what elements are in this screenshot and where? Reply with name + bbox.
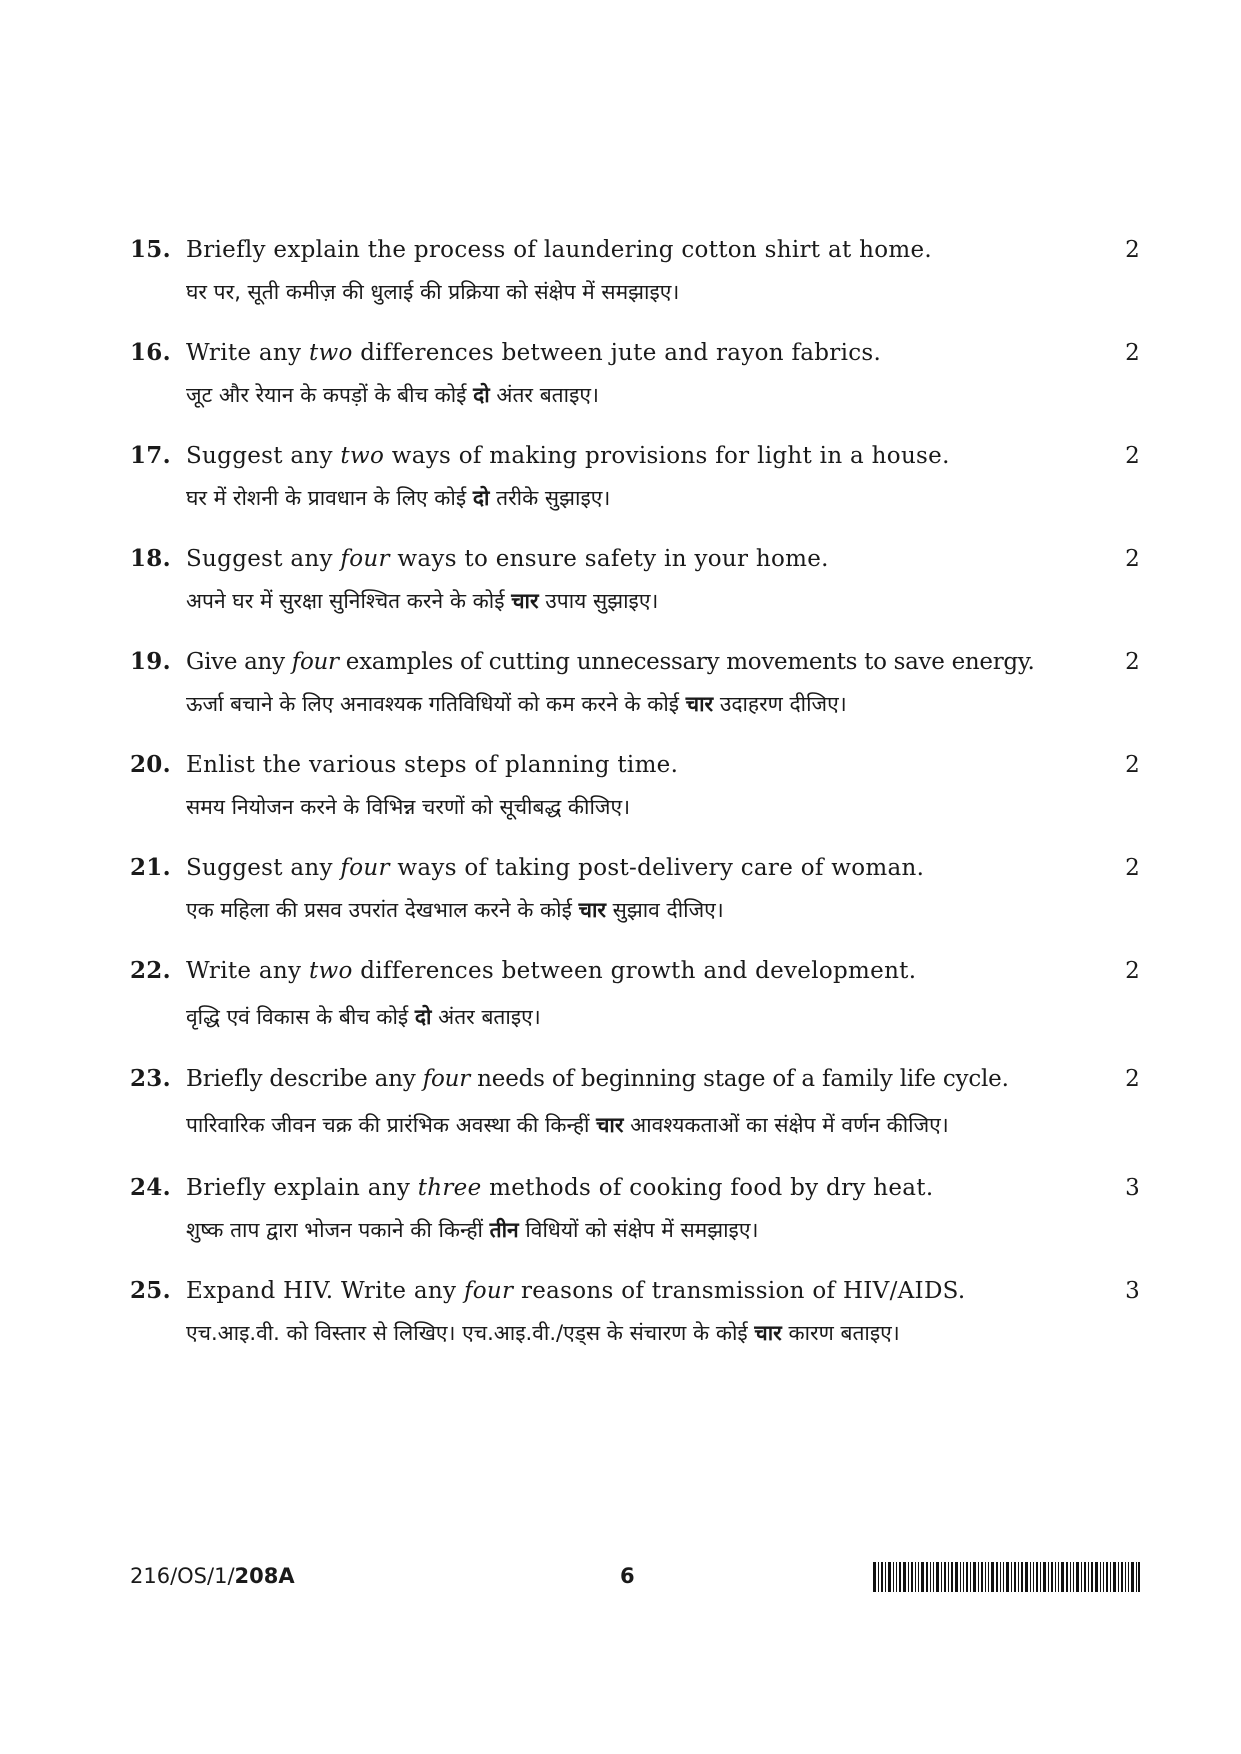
question-text-hindi: घर में रोशनी के प्रावधान के लिए कोई दो तरीके सुझाइए। [186, 486, 611, 510]
question-text-hindi: एच.आइ.वी. को विस्तार से लिखिए। एच.आइ.वी./एड्स के संचारण के कोई चार कारण बताइए। [186, 1321, 900, 1345]
question-number: 21. [130, 854, 171, 881]
question-text-english: Briefly describe any four needs of beginning stage of a family life cycle. [186, 1066, 1009, 1092]
question-marks: 2 [1125, 855, 1140, 881]
question-21 [130, 851, 1140, 922]
question-marks: 2 [1125, 546, 1140, 572]
question-23 [130, 1062, 1140, 1137]
question-number: 15. [130, 236, 171, 263]
question-text-english: Suggest any four ways to ensure safety in your home. [186, 546, 829, 572]
barcode-icon [873, 1562, 1140, 1592]
question-number: 18. [130, 545, 171, 572]
question-marks: 2 [1125, 649, 1140, 675]
question-text-english: Write any two differences between growth and development. [186, 958, 917, 984]
question-text-english: Expand HIV. Write any four reasons of transmission of HIV/AIDS. [186, 1278, 966, 1304]
question-25 [130, 1274, 1140, 1345]
question-marks: 2 [1125, 1066, 1140, 1092]
question-17 [130, 439, 1140, 510]
question-text-hindi: एक महिला की प्रसव उपरांत देखभाल करने के कोई चार सुझाव दीजिए। [186, 898, 724, 922]
page-footer [130, 1559, 1140, 1593]
question-text-english: Suggest any two ways of making provisions for light in a house. [186, 443, 950, 469]
question-20 [130, 748, 1140, 819]
question-text-english: Write any two differences between jute and rayon fabrics. [186, 340, 882, 366]
question-22 [130, 954, 1140, 1029]
question-text-hindi: वृद्धि एवं विकास के बीच कोई दो अंतर बताइए। [186, 1005, 541, 1029]
question-text-english: Briefly explain any three methods of cooking food by dry heat. [186, 1175, 934, 1201]
question-text-english: Briefly explain the process of laundering cotton shirt at home. [186, 237, 933, 263]
page-number: 6 [620, 1564, 635, 1588]
question-number: 17. [130, 442, 171, 469]
question-18 [130, 542, 1140, 613]
question-19 [130, 645, 1140, 716]
question-number: 25. [130, 1277, 171, 1304]
question-marks: 2 [1125, 752, 1140, 778]
question-15 [130, 233, 1140, 304]
question-marks: 2 [1125, 443, 1140, 469]
question-text-hindi: घर पर, सूती कमीज़ की धुलाई की प्रक्रिया को संक्षेप में समझाइए। [186, 280, 680, 304]
question-number: 16. [130, 339, 171, 366]
question-text-hindi: पारिवारिक जीवन चक्र की प्रारंभिक अवस्था की किन्हीं चार आवश्यकताओं का संक्षेप में वर्णन कीजिए। [186, 1113, 949, 1137]
question-text-hindi: अपने घर में सुरक्षा सुनिश्चित करने के कोई चार उपाय सुझाइए। [186, 589, 659, 613]
question-text-english: Enlist the various steps of planning time. [186, 752, 679, 778]
question-number: 24. [130, 1174, 171, 1201]
question-marks: 2 [1125, 958, 1140, 984]
question-text-english: Give any four examples of cutting unnecessary movements to save energy. [186, 649, 1035, 675]
question-text-hindi: ऊर्जा बचाने के लिए अनावश्यक गतिविधियों को कम करने के कोई चार उदाहरण दीजिए। [186, 692, 847, 716]
question-marks: 3 [1125, 1278, 1140, 1304]
question-16 [130, 336, 1140, 407]
question-text-english: Suggest any four ways of taking post-delivery care of woman. [186, 855, 925, 881]
question-number: 19. [130, 648, 171, 675]
question-number: 23. [130, 1065, 171, 1092]
question-number: 22. [130, 957, 171, 984]
question-marks: 3 [1125, 1175, 1140, 1201]
question-number: 20. [130, 751, 171, 778]
question-text-hindi: शुष्क ताप द्वारा भोजन पकाने की किन्हीं तीन विधियों को संक्षेप में समझाइए। [186, 1218, 759, 1242]
question-marks: 2 [1125, 340, 1140, 366]
question-marks: 2 [1125, 237, 1140, 263]
question-24 [130, 1171, 1140, 1242]
question-text-hindi: समय नियोजन करने के विभिन्न चरणों को सूचीबद्ध कीजिए। [186, 795, 631, 819]
question-text-hindi: जूट और रेयान के कपड़ों के बीच कोई दो अंतर बताइए। [186, 383, 599, 407]
paper-code: 216/OS/1/208A [130, 1564, 295, 1588]
